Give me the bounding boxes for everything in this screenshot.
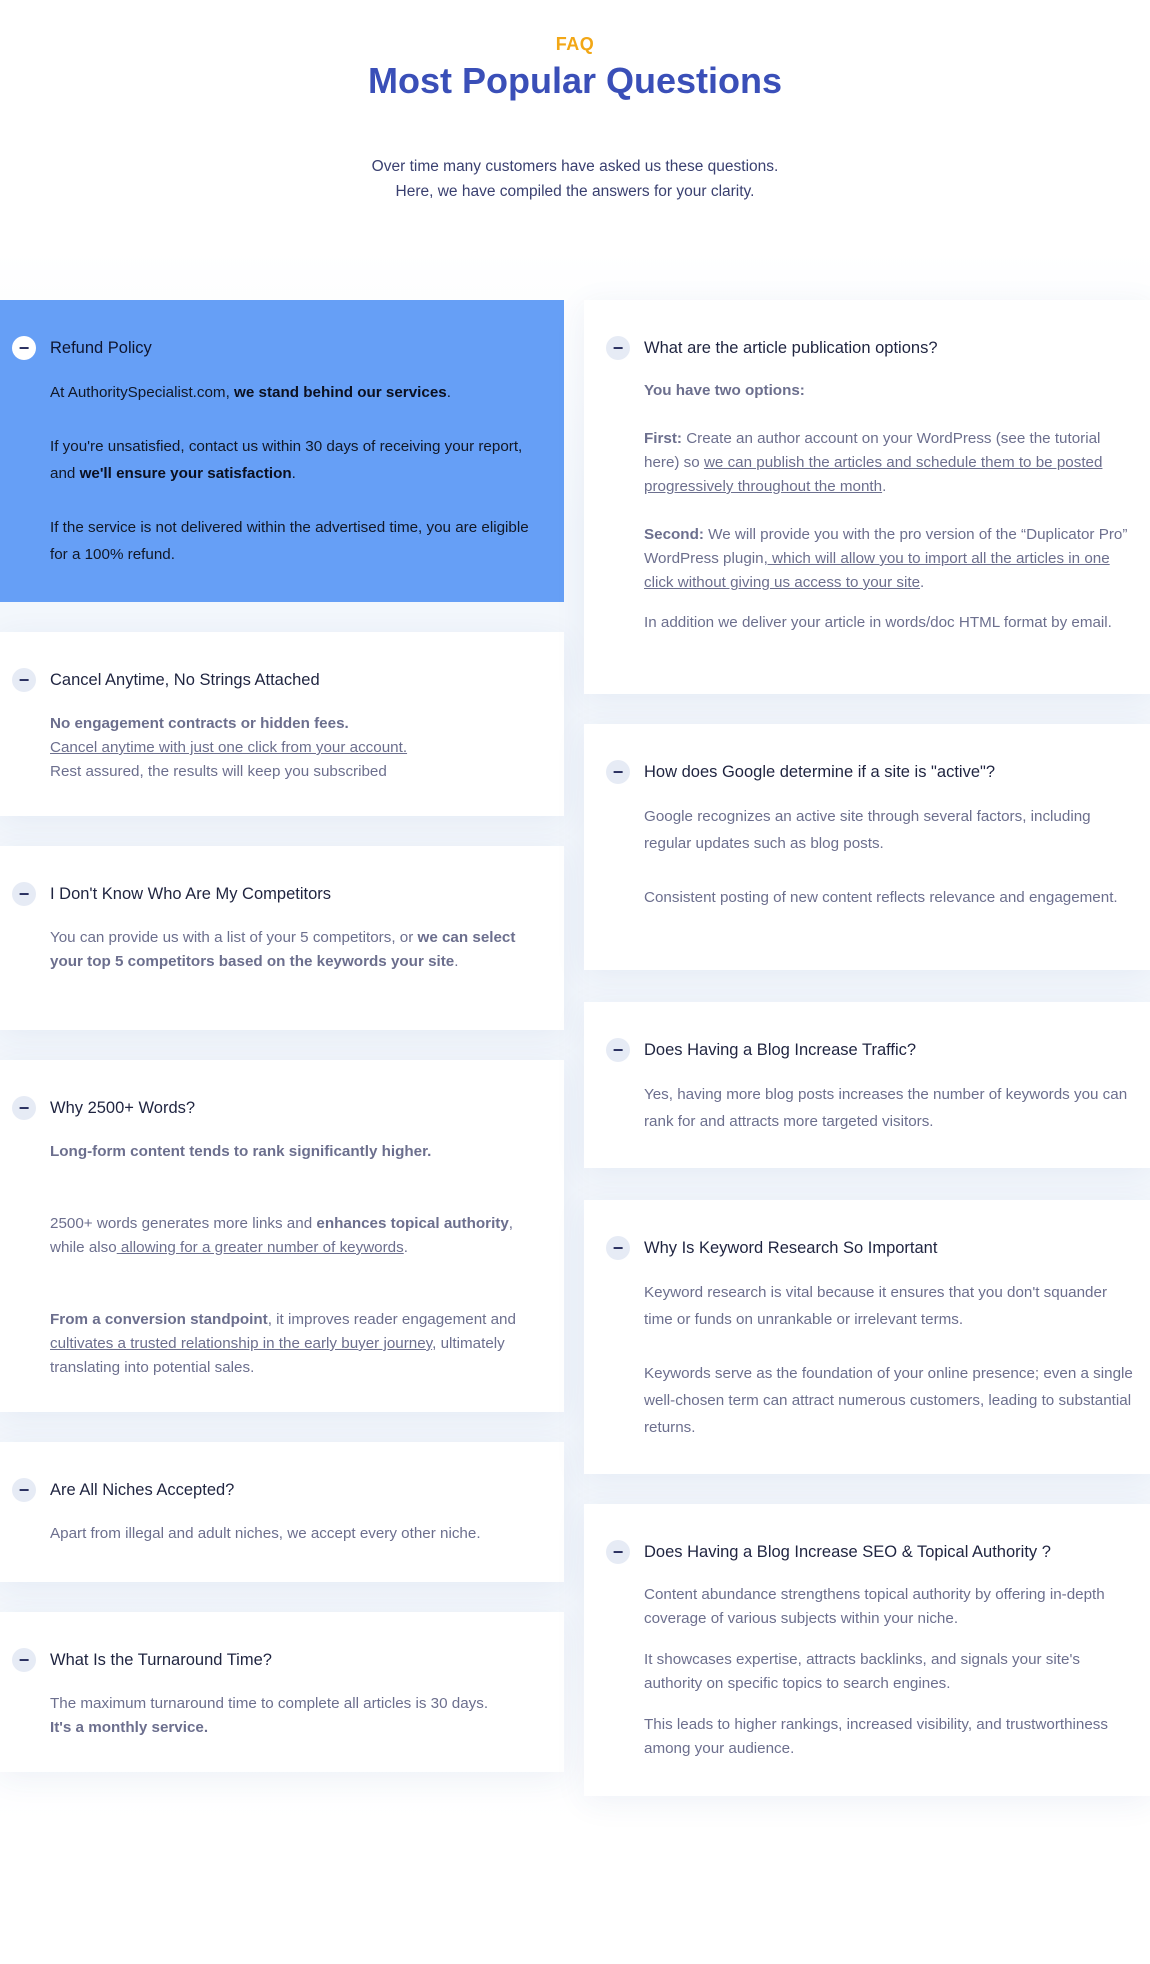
answer-link[interactable]: we can publish the articles and schedule them to be posted progressively throughout the month	[644, 454, 1103, 495]
answer-text: Create an author account on your WordPress (see the tutorial here) so	[644, 430, 1101, 471]
faq-answer	[644, 1081, 1136, 1135]
answer-link[interactable]: , which will allow you to import all the articles in one click without giving us access to your site	[644, 550, 1110, 591]
answer-paragraph: Rest assured, the results will keep you subscribed	[50, 763, 387, 780]
answer-paragraph	[644, 379, 1136, 403]
faq-item-google[interactable]	[584, 724, 1150, 970]
answer-paragraph: The maximum turnaround time to complete all articles is 30 days.	[50, 1695, 489, 1712]
answer-emphasis: You have two options:	[644, 382, 805, 399]
answer-emphasis: we can select your top 5 competitors based on the keywords your site	[50, 929, 516, 970]
answer-paragraph	[50, 1716, 536, 1740]
answer-paragraph	[50, 1308, 536, 1380]
answer-text: You can provide us with a list of your 5 competitors, or	[50, 929, 418, 946]
answer-link[interactable]: cultivates a trusted relationship in the early buyer journey	[50, 1335, 433, 1352]
answer-text: .	[446, 384, 451, 401]
answer-text: .	[291, 465, 296, 482]
faq-question-label: Does Having a Blog Increase Traffic?	[644, 1041, 917, 1059]
faq-answer	[50, 1692, 536, 1740]
minus-icon[interactable]: −	[12, 1478, 36, 1502]
faq-answer	[644, 1279, 1136, 1441]
faq-question[interactable]	[612, 1038, 1136, 1062]
faq-question-label: Cancel Anytime, No Strings Attached	[50, 671, 320, 689]
faq-question-label: How does Google determine if a site is "active"?	[644, 763, 996, 781]
faq-question[interactable]	[18, 1478, 536, 1502]
answer-paragraph	[644, 523, 1136, 595]
answer-paragraph	[50, 433, 536, 487]
faq-question[interactable]	[18, 1648, 536, 1672]
intro-line-2: Here, we have compiled the answers for your clarity.	[395, 183, 755, 200]
answer-text: If you're unsatisfied, contact us within 30 days of receiving your report, and	[50, 438, 523, 482]
intro-line-1: Over time many customers have asked us these questions.	[371, 158, 779, 175]
answer-paragraph: Google recognizes an active site through several factors, including regular updates such as blog posts.	[644, 808, 1091, 852]
answer-link[interactable]: Cancel anytime with just one click from your account.	[50, 739, 408, 756]
answer-text: .	[882, 478, 887, 495]
minus-icon[interactable]: −	[12, 668, 36, 692]
page-title: Most Popular Questions	[367, 60, 783, 101]
faq-answer	[644, 1583, 1136, 1761]
faq-question[interactable]	[612, 336, 1136, 360]
faq-question[interactable]	[612, 1540, 1136, 1564]
minus-icon[interactable]: −	[606, 1236, 630, 1260]
faq-eyebrow: FAQ	[555, 34, 595, 54]
faq-question[interactable]	[612, 1236, 1136, 1260]
faq-item-publication[interactable]	[584, 300, 1150, 694]
answer-paragraph: Content abundance strengthens topical authority by offering in-depth coverage of various subjects within your niche.	[644, 1586, 1105, 1627]
answer-emphasis: we'll ensure your satisfaction	[79, 465, 292, 482]
answer-paragraph	[50, 1140, 536, 1164]
minus-icon[interactable]: −	[606, 336, 630, 360]
answer-text: 2500+ words generates more links and	[50, 1215, 317, 1232]
faq-question-label: Why 2500+ Words?	[50, 1099, 196, 1117]
answer-emphasis: enhances topical authority	[316, 1215, 509, 1232]
answer-emphasis: From a conversion standpoint	[50, 1311, 268, 1328]
faq-question-label: Does Having a Blog Increase SEO & Topical Authority ?	[644, 1543, 1051, 1561]
faq-answer	[50, 712, 536, 784]
intro-text	[0, 154, 1150, 204]
answer-emphasis: No engagement contracts or hidden fees.	[50, 715, 349, 732]
answer-emphasis: It's a monthly service.	[50, 1719, 209, 1736]
answer-text: .	[920, 574, 925, 591]
answer-text: We will provide you with the pro version of the “Duplicator Pro” WordPress plugin	[644, 526, 1128, 567]
answer-emphasis: Long-form content tends to rank significantly higher.	[50, 1143, 432, 1160]
faq-question-label: Refund Policy	[50, 339, 152, 357]
minus-icon[interactable]: −	[606, 1540, 630, 1564]
faq-item-seo[interactable]	[584, 1504, 1150, 1796]
faq-question-label: Are All Niches Accepted?	[50, 1481, 235, 1499]
answer-text: , while also	[50, 1215, 514, 1256]
answer-paragraph	[50, 379, 536, 406]
answer-paragraph: Yes, having more blog posts increases the number of keywords you can rank for and attracts more targeted visitors.	[644, 1086, 1128, 1130]
answer-paragraph: Keyword research is vital because it ensures that you don't squander time or funds on unrankable or irrelevant terms.	[644, 1284, 1108, 1328]
faq-item-competitors[interactable]	[0, 846, 564, 1030]
minus-icon[interactable]: −	[12, 882, 36, 906]
minus-icon[interactable]: −	[606, 1038, 630, 1062]
faq-item-turnaround[interactable]	[0, 1612, 564, 1772]
faq-question-label: Why Is Keyword Research So Important	[644, 1239, 938, 1257]
faq-question-label: What are the article publication options?	[644, 339, 938, 357]
minus-icon[interactable]: −	[12, 1648, 36, 1672]
answer-paragraph	[644, 427, 1136, 499]
faq-item-words[interactable]	[0, 1060, 564, 1412]
faq-item-refund[interactable]	[0, 300, 564, 602]
faq-answer	[50, 926, 536, 974]
faq-answer	[50, 1140, 536, 1380]
faq-question[interactable]	[18, 668, 536, 692]
answer-link[interactable]: allowing for a greater number of keywords	[116, 1239, 404, 1256]
answer-paragraph	[50, 1212, 536, 1260]
faq-item-traffic[interactable]	[584, 1002, 1150, 1168]
answer-emphasis: First:	[644, 430, 682, 447]
answer-emphasis: we stand behind our services	[234, 384, 447, 401]
answer-text: .	[454, 953, 459, 970]
faq-item-cancel[interactable]	[0, 632, 564, 816]
faq-item-keyword[interactable]	[584, 1200, 1150, 1474]
minus-icon[interactable]: −	[606, 760, 630, 784]
faq-question[interactable]	[18, 336, 536, 360]
answer-paragraph	[50, 736, 536, 760]
faq-answer	[644, 803, 1136, 911]
faq-question[interactable]	[18, 882, 536, 906]
faq-question[interactable]	[612, 760, 1136, 784]
faq-question-label: I Don't Know Who Are My Competitors	[50, 885, 331, 903]
minus-icon[interactable]: −	[12, 336, 36, 360]
answer-text: .	[403, 1239, 408, 1256]
answer-paragraph: Keywords serve as the foundation of your online presence; even a single well-chosen term can attract numerous customers, leading to substantial returns.	[644, 1365, 1133, 1436]
faq-answer	[50, 379, 536, 568]
answer-text: , ultimately translating into potential sales.	[50, 1335, 505, 1376]
minus-icon[interactable]: −	[12, 1096, 36, 1120]
faq-answer	[50, 1522, 536, 1546]
answer-text: At AuthoritySpecialist.com,	[50, 384, 235, 401]
answer-text: , it improves reader engagement and	[267, 1311, 516, 1328]
answer-paragraph	[50, 712, 536, 736]
answer-paragraph: Apart from illegal and adult niches, we accept every other niche.	[50, 1525, 481, 1542]
answer-emphasis: Second:	[644, 526, 704, 543]
faq-item-niches[interactable]	[0, 1442, 564, 1582]
answer-paragraph: If the service is not delivered within the advertised time, you are eligible for a 100% refund.	[50, 519, 529, 563]
answer-paragraph: It showcases expertise, attracts backlinks, and signals your site's authority on specific topics to search engines.	[644, 1651, 1080, 1692]
answer-paragraph: Consistent posting of new content reflects relevance and engagement.	[644, 889, 1118, 906]
faq-question[interactable]	[18, 1096, 536, 1120]
answer-paragraph: This leads to higher rankings, increased visibility, and trustworthiness among your audience.	[644, 1716, 1108, 1757]
faq-answer	[644, 379, 1136, 635]
answer-paragraph	[50, 926, 536, 974]
faq-question-label: What Is the Turnaround Time?	[50, 1651, 272, 1669]
answer-paragraph: In addition we deliver your article in words/doc HTML format by email.	[644, 614, 1112, 631]
